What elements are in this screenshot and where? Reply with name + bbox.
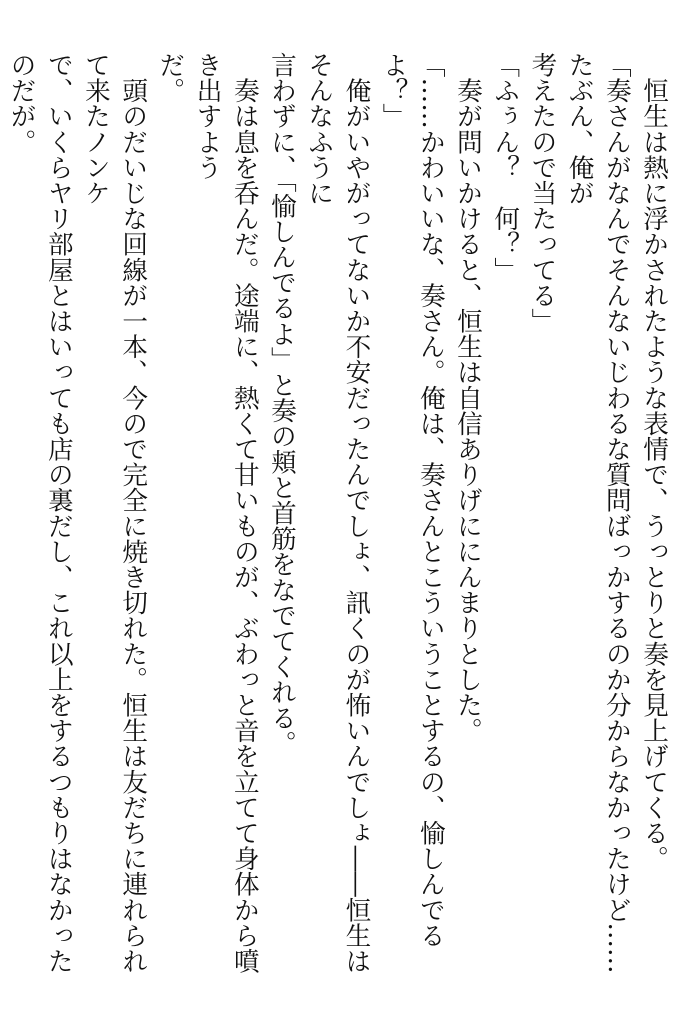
text-line: 考えたので当たってる」	[527, 52, 558, 334]
text-line: で、いくらヤリ部屋とはいっても店の裏だし、これ以上をするつもりはなかったのだが。	[6, 52, 74, 974]
text-line: 俺がいやがってないか不安だったんでしょ、訊くのが怖いんでしょ――恒生はそんなふうに	[304, 52, 372, 974]
text-line: 恒生は熱に浮かされたような表情で、うっとりと奏を見上げてくる。	[639, 52, 669, 872]
text-line	[0, 52, 2, 982]
text-line: 「奏さんがなんでそんないじわるな質問ばっかするのか分からなかったけど……たぶん、俺が	[564, 52, 632, 974]
text-line: 言わずに、「愉しんでるよ」と奏の頬と首筋をなでてくれる。	[266, 52, 297, 756]
text-line: だ。	[155, 52, 186, 104]
text-line: 「ふぅん？ 何？」	[490, 52, 521, 283]
text-line: 奏は息を呑んだ。途端に、熱くて甘いものが、ぶわっと音を立てて身体から噴き出すよう	[192, 52, 260, 974]
vertical-text-body	[0, 52, 672, 982]
text-line: 頭のだいじな回線が一本、今ので完全に焼き切れた。恒生は友だちに連れられて来たノンケ	[80, 52, 149, 974]
text-line: 奏が問いかけると、恒生は自信ありげににんまりとした。	[452, 52, 483, 744]
text-line: 「……かわいいな、奏さん。俺は、奏さんとこういうことするの、愉しんでるよ？」	[378, 52, 446, 948]
